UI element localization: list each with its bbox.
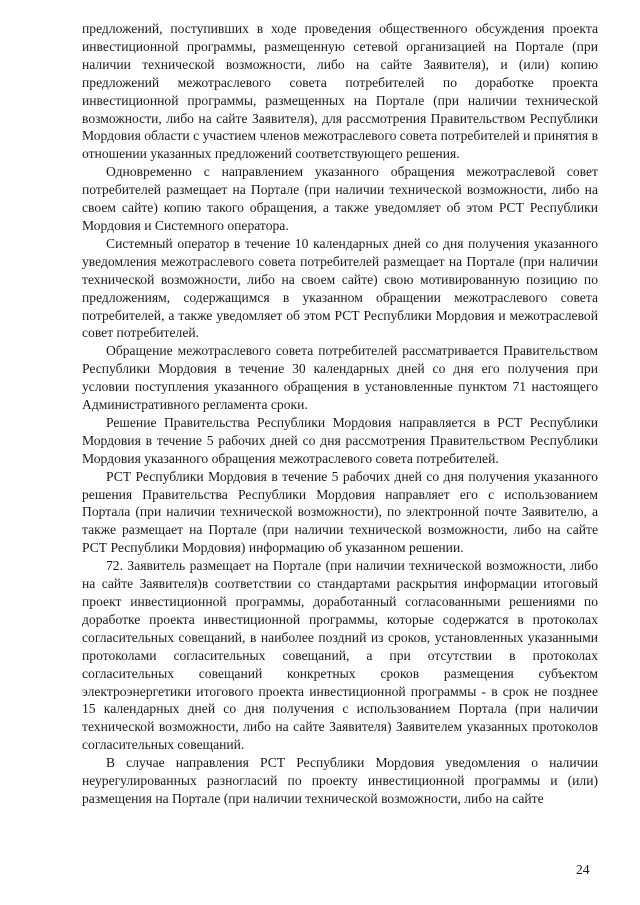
paragraph-72: 72. Заявитель размещает на Портале (при наличии технической возможности, либо на сайте Заявителя)в соответствии со стандартами раскрытия информации итоговый проект инвестиционной программы, доработанный согласованными решениями по доработке проекта инвестиционной программы, которые содержатся в протоколах согласительных совещаний, в наиболее поздний из сроков, установленных указанными протоколами согласительных совещаний, а при отсутствии в протоколах согласительных совещаний конкретных сроков размещения субъектом электроэнергетики итогового проекта инвестиционной программы - в срок не позднее 15 календарных дней со дня получения с использованием Портала (при наличии технической возможности, либо на сайте Заявителя) Заявителем указанных протоколов согласительных совещаний. — [82, 558, 598, 753]
paragraph: Системный оператор в течение 10 календарных дней со дня получения указанного уведомления межотраслевого совета потребителей размещает на Портале (при наличии технической возможности, либо на своем сайте) свою мотивированную позицию по предложениям, содержащимся в указанном обращении межотраслевого совета потребителей, а также уведомляет об этом РСТ Республики Мордовия и межотраслевой совет потребителей. — [82, 235, 598, 341]
paragraph: В случае направления РСТ Республики Мордовия уведомления о наличии неурегулированных разногласий по проекту инвестиционной программы и (или) размещения на Портале (при наличии технической возможности, либо на сайте — [82, 755, 598, 806]
paragraph: РСТ Республики Мордовия в течение 5 рабочих дней со дня получения указанного решения Правительства Республики Мордовия направляет его с использованием Портала (при наличии технической возможности), по электронной почте Заявителю, а также размещает на Портале (при наличии технической возможности, либо на сайте РСТ Республики Мордовия) информацию об указанном решении. — [82, 468, 598, 556]
paragraph-continuation: предложений, поступивших в ходе проведения общественного обсуждения проекта инвестиционной программы, размещенную сетевой организацией на Портале (при наличии технической возможности, либо на сайте Заявителя), и (или) копию предложений межотраслевого совета потребителей по доработке проекта инвестиционной программы, размещенных на Портале (при наличии технической возможности, либо на сайте Заявителя), для рассмотрения Правительством Республики Мордовия области с участием членов межотраслевого совета потребителей и принятия в отношении указанных предложений соответствующего решения. — [82, 21, 598, 162]
paragraph: Обращение межотраслевого совета потребителей рассматривается Правительством Республики Мордовия в течение 30 календарных дней со дня его получения при условии поступления указанного обращения в установленные пунктом 71 настоящего Административного регламента сроки. — [82, 343, 598, 413]
paragraph: Решение Правительства Республики Мордовия направляется в РСТ Республики Мордовия в течение 5 рабочих дней со дня рассмотрения Правительством Республики Мордовия указанного обращения межотраслевого совета потребителей. — [82, 414, 598, 466]
document-page — [82, 20, 598, 808]
page-number: 24 — [576, 862, 590, 877]
paragraph: Одновременно с направлением указанного обращения межотраслевой совет потребителей размещает на Портале (при наличии технической возможности, либо на своем сайте) копию такого обращения, а также уведомляет об этом РСТ Республики Мордовия и Системного оператора. — [82, 164, 598, 233]
